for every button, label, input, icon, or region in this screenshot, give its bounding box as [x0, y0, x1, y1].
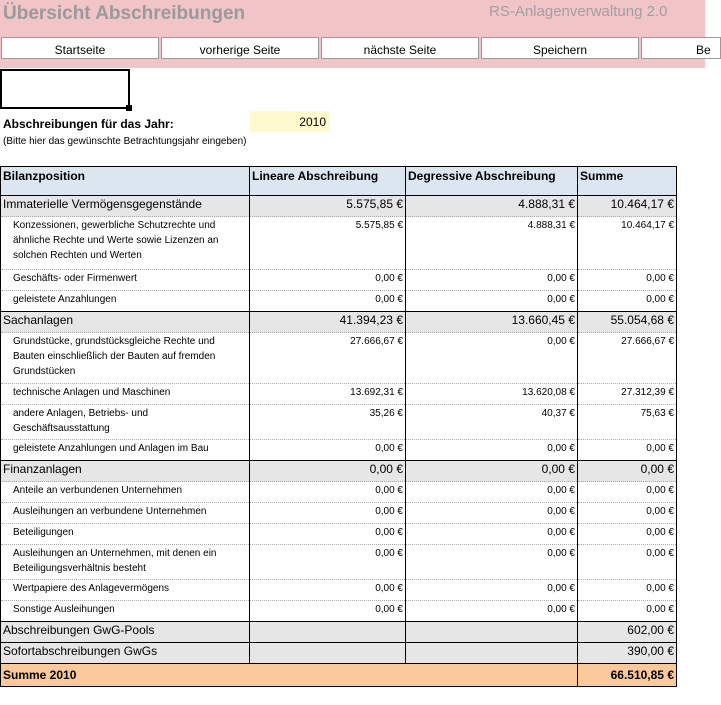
table-row	[1, 217, 677, 270]
degressive-cell[interactable]	[406, 622, 578, 643]
degressive-cell[interactable]: 0,00 €	[406, 291, 578, 312]
group-row	[1, 196, 677, 217]
degressive-cell[interactable]: 0,00 €	[406, 482, 578, 503]
position-cell[interactable]: Ausleihungen an Unternehmen, mit denen ein Beteiligungsverhältnis besteht	[1, 545, 250, 580]
sum-cell[interactable]: 75,63 €	[578, 405, 677, 440]
linear-cell[interactable]: 5.575,85 €	[250, 217, 406, 270]
position-cell[interactable]: geleistete Anzahlungen	[1, 291, 250, 312]
degressive-cell[interactable]	[406, 643, 578, 664]
sum-cell[interactable]: 27.666,67 €	[578, 333, 677, 384]
sum-cell[interactable]: 0,00 €	[578, 503, 677, 524]
position-cell[interactable]: Sachanlagen	[1, 312, 250, 333]
position-cell[interactable]: Abschreibungen GwG-Pools	[1, 622, 250, 643]
position-cell[interactable]: andere Anlagen, Betriebs- und Geschäftsausstattung	[1, 405, 250, 440]
position-cell[interactable]: Sonstige Ausleihungen	[1, 601, 250, 622]
position-cell[interactable]: Konzessionen, gewerbliche Schutzrechte und ähnliche Rechte und Werte sowie Lizenzen an solchen Rechten und Werten	[1, 217, 250, 270]
table-row	[1, 440, 677, 461]
app-name: RS-Anlagenverwaltung 2.0	[489, 3, 668, 20]
linear-cell[interactable]: 0,00 €	[250, 291, 406, 312]
sum-cell[interactable]: 0,00 €	[578, 461, 677, 482]
year-hint: (Bitte hier das gewünschte Betrachtungsjahr eingeben)	[3, 136, 247, 147]
more-button[interactable]: Be	[641, 37, 721, 59]
year-label: Abschreibungen für das Jahr:	[3, 117, 174, 131]
degressive-cell[interactable]: 0,00 €	[406, 440, 578, 461]
group-row	[1, 643, 677, 664]
linear-cell[interactable]: 5.575,85 €	[250, 196, 406, 217]
linear-cell[interactable]: 27.666,67 €	[250, 333, 406, 384]
title-bar	[0, 0, 705, 33]
cell-fill-handle[interactable]	[126, 105, 132, 111]
sum-cell[interactable]: 10.464,17 €	[578, 217, 677, 270]
degressive-cell[interactable]: 4.888,31 €	[406, 217, 578, 270]
sum-cell[interactable]: 0,00 €	[578, 270, 677, 291]
position-cell[interactable]: technische Anlagen und Maschinen	[1, 384, 250, 405]
selected-cell[interactable]	[0, 69, 130, 109]
sum-cell[interactable]: 0,00 €	[578, 291, 677, 312]
position-cell[interactable]: Finanzanlagen	[1, 461, 250, 482]
position-cell[interactable]: geleistete Anzahlungen und Anlagen im Bau	[1, 440, 250, 461]
linear-cell[interactable]: 35,26 €	[250, 405, 406, 440]
home-button[interactable]: Startseite	[1, 37, 159, 59]
linear-cell[interactable]: 0,00 €	[250, 524, 406, 545]
next-page-button[interactable]: nächste Seite	[321, 37, 479, 59]
table-header-row	[1, 167, 677, 196]
degressive-cell[interactable]: 4.888,31 €	[406, 196, 578, 217]
linear-cell[interactable]: 0,00 €	[250, 601, 406, 622]
table-row	[1, 333, 677, 384]
sum-cell[interactable]: 0,00 €	[578, 524, 677, 545]
group-row	[1, 461, 677, 482]
nav-bar	[0, 32, 711, 68]
header-position: Bilanzposition	[1, 167, 250, 196]
linear-cell[interactable]: 0,00 €	[250, 270, 406, 291]
sum-cell[interactable]: 10.464,17 €	[578, 196, 677, 217]
depreciation-table	[0, 166, 677, 687]
position-cell[interactable]: Sofortabschreibungen GwGs	[1, 643, 250, 664]
position-cell[interactable]: Ausleihungen an verbundene Unternehmen	[1, 503, 250, 524]
degressive-cell[interactable]: 0,00 €	[406, 545, 578, 580]
linear-cell[interactable]: 0,00 €	[250, 580, 406, 601]
degressive-cell[interactable]: 40,37 €	[406, 405, 578, 440]
table-row	[1, 601, 677, 622]
degressive-cell[interactable]: 0,00 €	[406, 333, 578, 384]
year-input[interactable]: 2010	[250, 111, 330, 132]
sum-cell[interactable]: 0,00 €	[578, 440, 677, 461]
linear-cell[interactable]: 0,00 €	[250, 440, 406, 461]
position-cell[interactable]: Grundstücke, grundstücksgleiche Rechte und Bauten einschließlich der Bauten auf fremden Grundstücken	[1, 333, 250, 384]
previous-page-button[interactable]: vorherige Seite	[161, 37, 319, 59]
degressive-cell[interactable]: 0,00 €	[406, 503, 578, 524]
table-row	[1, 503, 677, 524]
page-title: Übersicht Abschreibungen	[3, 3, 246, 24]
degressive-cell[interactable]: 13.660,45 €	[406, 312, 578, 333]
linear-cell[interactable]: 0,00 €	[250, 503, 406, 524]
sum-cell[interactable]: 390,00 €	[578, 643, 677, 664]
sum-cell[interactable]: 602,00 €	[578, 622, 677, 643]
sum-cell[interactable]: 0,00 €	[578, 601, 677, 622]
linear-cell[interactable]	[250, 643, 406, 664]
position-cell[interactable]: Anteile an verbundenen Unternehmen	[1, 482, 250, 503]
linear-cell[interactable]: 13.692,31 €	[250, 384, 406, 405]
degressive-cell[interactable]: 0,00 €	[406, 580, 578, 601]
group-row	[1, 312, 677, 333]
degressive-cell[interactable]: 0,00 €	[406, 524, 578, 545]
table-row	[1, 545, 677, 580]
position-cell[interactable]: Immaterielle Vermögensgegenstände	[1, 196, 250, 217]
sum-cell[interactable]: 0,00 €	[578, 580, 677, 601]
sum-cell[interactable]: 55.054,68 €	[578, 312, 677, 333]
linear-cell[interactable]: 0,00 €	[250, 482, 406, 503]
save-button[interactable]: Speichern	[481, 37, 639, 59]
total-row	[1, 664, 677, 687]
linear-cell[interactable]: 41.394,23 €	[250, 312, 406, 333]
position-cell[interactable]: Beteiligungen	[1, 524, 250, 545]
table-row	[1, 384, 677, 405]
table-row	[1, 291, 677, 312]
linear-cell[interactable]: 0,00 €	[250, 545, 406, 580]
degressive-cell[interactable]: 0,00 €	[406, 270, 578, 291]
header-sum: Summe	[578, 167, 677, 196]
group-row	[1, 622, 677, 643]
table-row	[1, 270, 677, 291]
sum-cell[interactable]: 0,00 €	[578, 482, 677, 503]
sum-cell[interactable]: 27.312,39 €	[578, 384, 677, 405]
position-cell[interactable]: Wertpapiere des Anlagevermögens	[1, 580, 250, 601]
table-row	[1, 524, 677, 545]
total-sum: 66.510,85 €	[578, 664, 677, 687]
total-label: Summe 2010	[1, 664, 578, 687]
linear-cell[interactable]: 0,00 €	[250, 461, 406, 482]
degressive-cell[interactable]: 0,00 €	[406, 461, 578, 482]
linear-cell[interactable]	[250, 622, 406, 643]
header-linear: Lineare Abschreibung	[250, 167, 406, 196]
degressive-cell[interactable]: 0,00 €	[406, 601, 578, 622]
header-degressive: Degressive Abschreibung	[406, 167, 578, 196]
position-cell[interactable]: Geschäfts- oder Firmenwert	[1, 270, 250, 291]
table-row	[1, 580, 677, 601]
table-row	[1, 405, 677, 440]
sum-cell[interactable]: 0,00 €	[578, 545, 677, 580]
degressive-cell[interactable]: 13.620,08 €	[406, 384, 578, 405]
table-row	[1, 482, 677, 503]
